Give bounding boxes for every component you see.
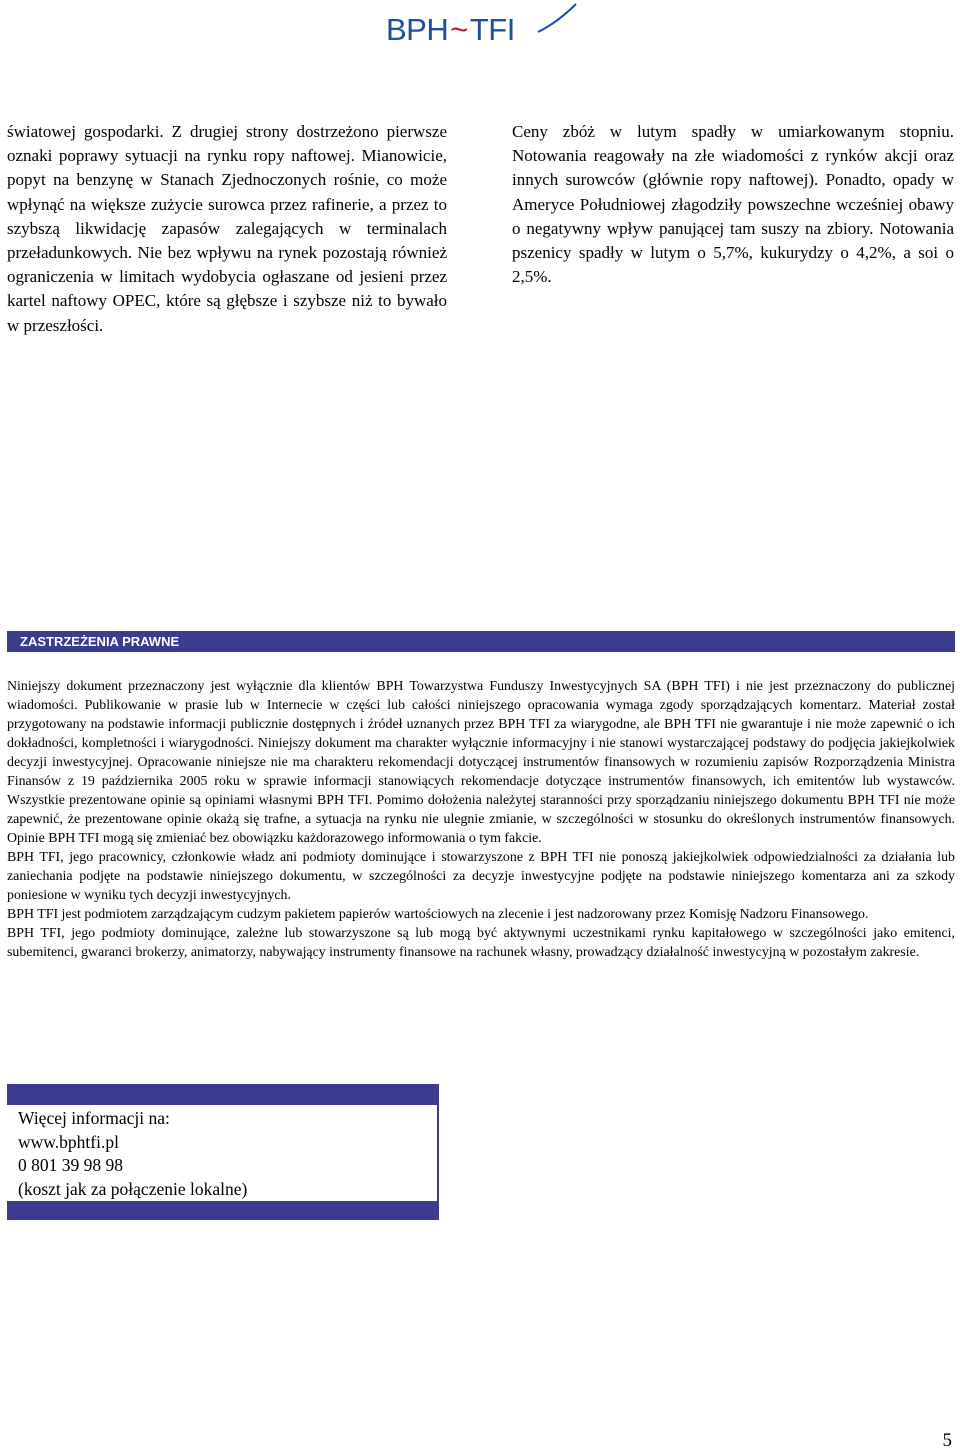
logo-text-right: TFI [469, 12, 515, 47]
logo-wordmark [386, 12, 515, 48]
logo-swoosh-icon [536, 2, 578, 52]
article-left-column: światowej gospodarki. Z drugiej strony dostrzeżono pierwsze oznaki poprawy sytuacji na rynku ropy naftowej. Mianowicie, popyt na benzynę w Stanach Zjednoczonych rośnie, co może wpłynąć na większe zużycie surowca przez rafinerie, a przez to szybszą likwidację zapasów zalegających w terminalach przeładunkowych. Nie bez wpływu na rynek pozostają również ograniczenia w limitach wydobycia ogłaszane od jesieni przez kartel naftowy OPEC, które są głębsze i szybsze niż to bywało w przeszłości. [7, 122, 447, 335]
contact-info-inner [7, 1105, 437, 1201]
logo-tilde-icon: ~ [450, 12, 468, 47]
legal-paragraph: BPH TFI, jego podmioty dominujące, zależne lub stowarzyszone są lub mogą być aktywnymi uczestnikami rynku kapitałowego w szczególności jako emitenci, subemitenci, gwaranci brokerzy, animatorzy, nabywający instrumenty finansowe na rachunek własny, prowadzący działalność inwestycyjną w pozostałym zakresie. [7, 926, 955, 960]
contact-info-box [7, 1084, 439, 1220]
legal-disclaimer [7, 677, 955, 962]
bph-tfi-logo [386, 2, 578, 52]
contact-website-link[interactable]: www.bphtfi.pl [18, 1131, 119, 1152]
contact-info-lines [18, 1107, 247, 1201]
legal-heading-bar [7, 631, 955, 652]
article-right-column: Ceny zbóż w lutym spadły w umiarkowanym stopniu. Notowania reagowały na złe wiadomości z rynków akcji oraz innych surowców (głównie ropy naftowej). Ponadto, opady w Ameryce Południowej złagodziły powszechne wcześniej obawy o negatywny wpływ panującej tam suszy na zbiory. Notowania pszenicy spadły w lutym o 5,7%, kukurydzy o 4,2%, a soi o 2,5%. [512, 122, 954, 287]
legal-paragraph: BPH TFI, jego pracownicy, członkowie władz ani podmioty dominujące i stowarzyszone z BPH TFI nie ponoszą jakiejkolwiek odpowiedzialności za działania lub zaniechania podjęte na podstawie niniejszego dokumentu, w szczególności za decyzje inwestycyjne podjęte na podstawie niniejszego komentarza ani za szkody poniesione w wyniku tych decyzji inwestycyjnych. [7, 850, 955, 903]
contact-info-heading: Więcej informacji na: [18, 1108, 170, 1128]
legal-heading: ZASTRZEŻENIA PRAWNE [20, 634, 180, 649]
legal-paragraph: Niniejszy dokument przeznaczony jest wyłącznie dla klientów BPH Towarzystwa Funduszy Inwestycyjnych SA (BPH TFI) i nie jest przeznaczony do publicznej wiadomości. Publikowanie w prasie lub w Internecie w części lub całości niniejszego opracowania wymaga zgody sporządzających komentarz. Materiał został przygotowany na podstawie informacji publicznie dostępnych i źródeł uznanych przez BPH TFI za wiarygodne, ale BPH TFI nie gwarantuje i nie może zapewnić o ich dokładności, kompletności i wiarygodności. Niniejszy dokument ma charakter wyłącznie informacyjny i nie stanowi wystarczającej podstawy do podjęcia jakiejkolwiek decyzji inwestycyjnej. Opracowanie niniejsze nie ma charakteru rekomendacji dotyczącej instrumentów finansowych w rozumieniu zapisów Rozporządzenia Ministra Finansów z 19 października 2005 roku w sprawie informacji stanowiących rekomendacje dotyczące instrumentów finansowych, ich emitentów lub wystawców. Wszystkie prezentowane opinie są opiniami własnymi BPH TFI. Pomimo dołożenia należytej staranności przy sporządzaniu niniejszego dokumentu BPH TFI nie może zapewnić, że prezentowane opinie okażą się trafne, a sytuacja na rynku nie ulegnie zmianie, w szczególności w stosunku do określonych instrumentów finansowych. Opinie BPH TFI mogą się zmieniać bez obowiązku każdorazowego informowania o tym fakcie. [7, 679, 955, 846]
contact-cost-note: (koszt jak za połączenie lokalne) [18, 1178, 248, 1199]
contact-phone-number: 0 801 39 98 98 [18, 1155, 123, 1175]
logo-text-left: BPH [386, 12, 449, 47]
page-number: 5 [942, 1430, 952, 1451]
legal-paragraph: BPH TFI jest podmiotem zarządzającym cudzym pakietem papierów wartościowych na zlecenie i jest nadzorowany przez Komisję Nadzoru Finansowego. [7, 907, 869, 922]
